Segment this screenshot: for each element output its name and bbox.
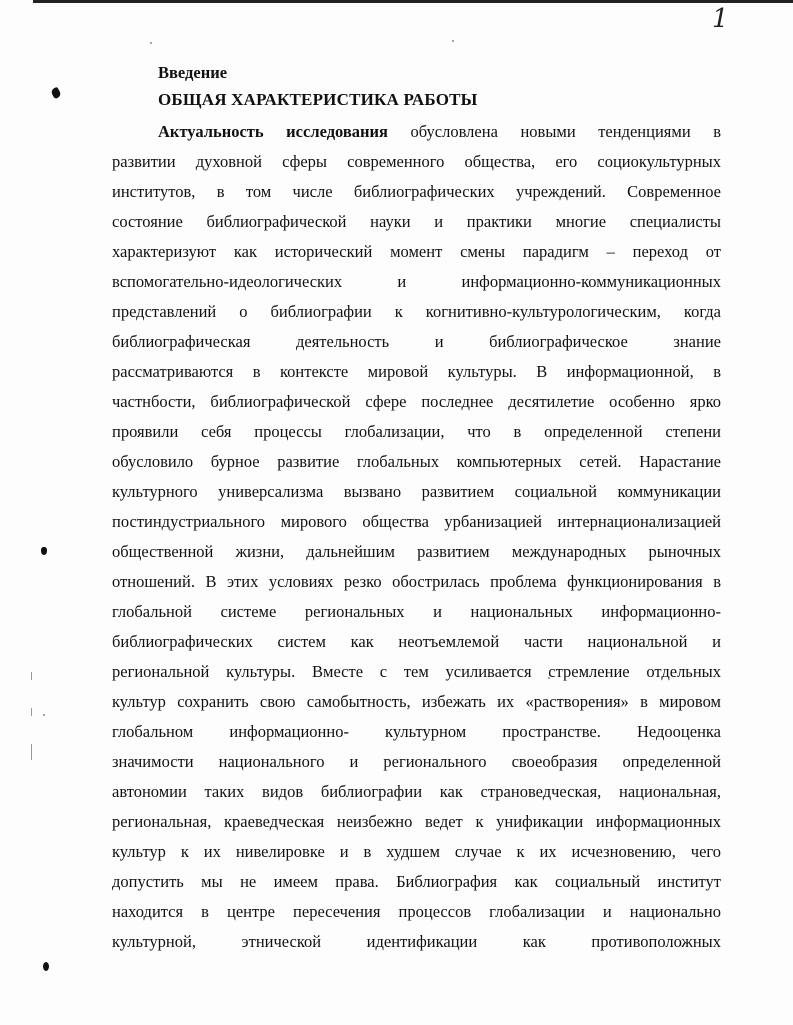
section-heading-main: ОБЩАЯ ХАРАКТЕРИСТИКА РАБОТЫ <box>158 90 478 109</box>
paragraph-line: общественной жизни, дальнейшим развитием международных рыночных <box>112 542 721 561</box>
paragraph-line: автономии таких видов библиографии как страноведческая, национальная, <box>112 782 721 801</box>
paragraph-line: частнбости, библиографической сфере последнее десятилетие особенно ярко <box>112 392 721 411</box>
paragraph-line: библиографическая деятельность и библиографическое знание <box>112 332 721 351</box>
page-number: 1 <box>712 4 729 34</box>
lead-bold-phrase: Актуальность исследования <box>158 122 388 141</box>
paragraph-line: глобальной системе региональных и национальных информационно- <box>112 602 721 621</box>
paragraph-line: представлений о библиографии к когнитивно-культурологическим, когда <box>112 302 721 321</box>
paragraph-line: постиндустриального мирового общества урбанизацией интернационализацией <box>112 512 721 531</box>
scan-speck <box>43 714 45 716</box>
margin-ink-mark <box>43 962 49 971</box>
margin-scan-tick <box>31 672 32 680</box>
scan-speck <box>150 42 152 44</box>
margin-scan-tick <box>31 744 32 760</box>
scan-speck <box>452 40 454 42</box>
paragraph-line: библиографических систем как неотъемлемой части национальной и <box>112 632 721 651</box>
paragraph-line: рассматриваются в контексте мировой культуры. В информационной, в <box>112 362 721 381</box>
paragraph-line: региональная, краеведческая неизбежно ведет к унификации информационных <box>112 812 721 831</box>
paragraph-line: институтов, в том числе библиографических учреждений. Современное <box>112 182 721 201</box>
section-heading-introduction: Введение <box>158 63 228 82</box>
top-border-line <box>33 0 793 3</box>
margin-ink-mark <box>50 87 62 100</box>
paragraph-line: проявили себя процессы глобализации, что в определенной степени <box>112 422 721 441</box>
paragraph-line: культур сохранить свою самобытность, избежать их «растворения» в мировом <box>112 692 721 711</box>
paragraph-line: культурного универсализма вызвано развитием социальной коммуникации <box>112 482 721 501</box>
paragraph-line: допустить мы не имеем права. Библиография как социальный институт <box>112 872 721 891</box>
paragraph-line: региональной культуры. Вместе с тем усиливается стремление отдельных <box>112 662 721 681</box>
paragraph-line: характеризуют как исторический момент смены парадигм – переход от <box>112 242 721 261</box>
paragraph-line: обусловило бурное развитие глобальных компьютерных сетей. Нарастание <box>112 452 721 471</box>
paragraph-line: находится в центре пересечения процессов глобализации и национально <box>112 902 721 921</box>
paragraph-line: культурной, этнической идентификации как противоположных <box>112 932 721 951</box>
paragraph-line: состояние библиографической науки и практики многие специалисты <box>112 212 721 231</box>
paragraph-line-text: обусловлена новыми тенденциями в <box>387 122 721 141</box>
paragraph-line: вспомогательно-идеологических и информационно-коммуникационных <box>112 272 721 291</box>
body-paragraph <box>112 117 721 957</box>
paragraph-line: отношений. В этих условиях резко обострилась проблема функционирования в <box>112 572 721 591</box>
paragraph-line: глобальном информационно- культурном пространстве. Недооценка <box>112 722 721 741</box>
paragraph-first-line <box>112 117 721 147</box>
paragraph-line: значимости национального и регионального своеобразия определенной <box>112 752 721 771</box>
paragraph-line: культур к их нивелировке и в худшем случае к их исчезновению, чего <box>112 842 721 861</box>
paragraph-line: развитии духовной сферы современного общества, его социокультурных <box>112 152 721 171</box>
margin-scan-tick <box>31 708 32 716</box>
margin-ink-mark <box>41 547 47 555</box>
